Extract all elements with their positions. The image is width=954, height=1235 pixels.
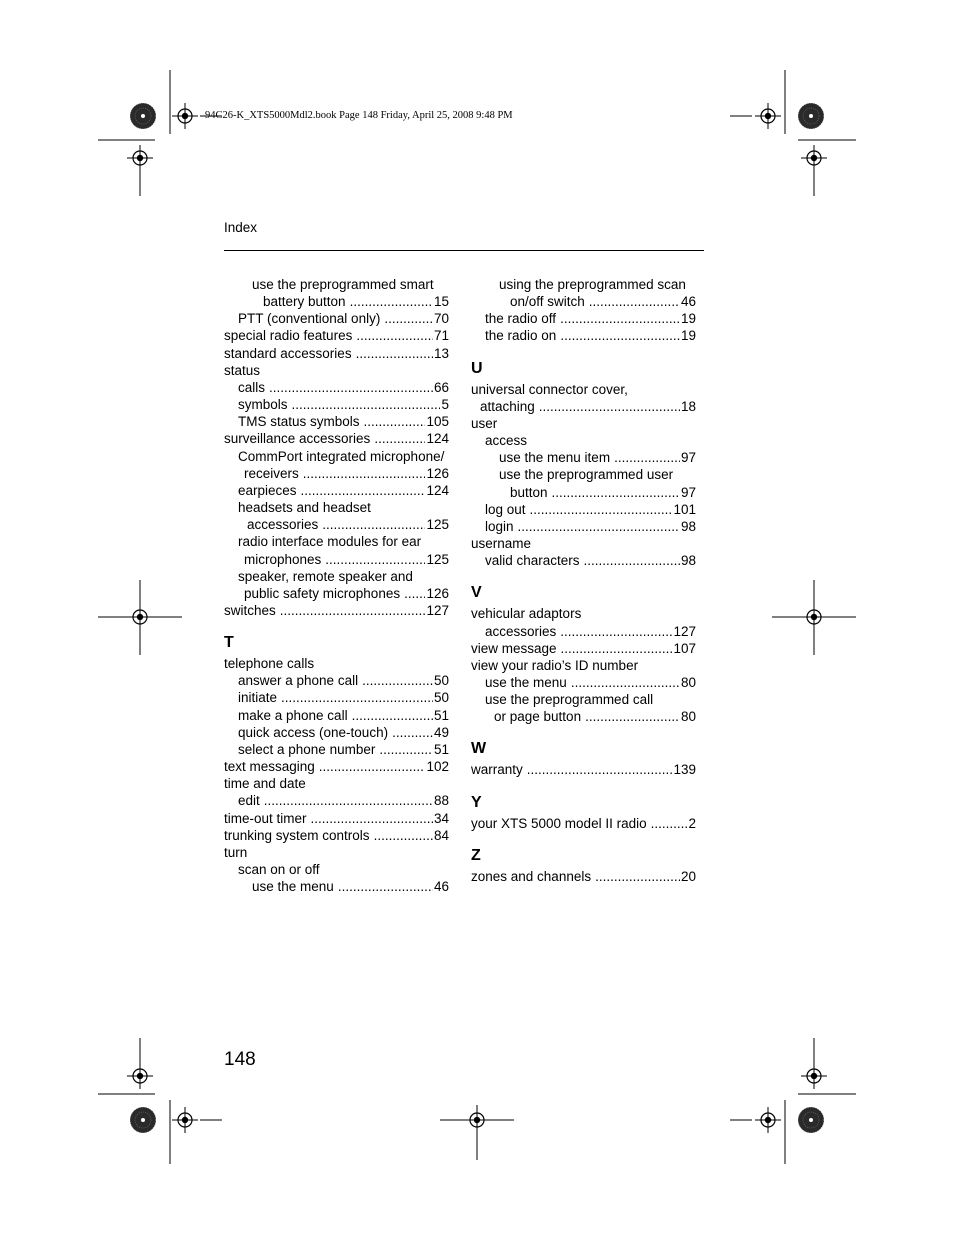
index-entry: or page button ..... 80 (471, 708, 696, 725)
index-entry: receivers ..... 126 (224, 465, 449, 482)
index-entry: status (224, 362, 261, 378)
index-entry: button ..... 97 (471, 484, 696, 501)
index-entry: answer a phone call ..... 50 (224, 672, 449, 689)
section-letter-w: W (471, 740, 487, 758)
index-entry: user (471, 415, 498, 431)
index-entry: the radio off ..... 19 (471, 310, 696, 327)
index-entry: view message ..... 107 (471, 640, 696, 657)
index-entry: turn (224, 844, 248, 860)
index-entry: radio interface modules for ear (238, 534, 422, 550)
header-rule (224, 250, 704, 251)
section-letter-u: U (471, 359, 483, 377)
index-entry: login ..... 98 (471, 518, 696, 535)
index-entry: use the preprogrammed call (485, 692, 654, 708)
starburst-mark-bottom-right (798, 1107, 824, 1133)
index-entry: trunking system controls ..... 84 (224, 827, 449, 844)
index-entry: calls ..... 66 (224, 379, 449, 396)
index-entry: quick access (one-touch) ..... 49 (224, 724, 449, 741)
registration-mark-left-lower (127, 1063, 153, 1089)
registration-mark-top-left (172, 103, 198, 129)
index-entry: initiate ..... 50 (224, 689, 449, 706)
index-entry: special radio features ..... 71 (224, 327, 449, 344)
index-entry: time-out timer ..... 34 (224, 810, 449, 827)
index-entry: time and date (224, 776, 306, 792)
index-entry: PTT (conventional only) ..... 70 (224, 310, 449, 327)
index-entry: headsets and headset (238, 500, 371, 516)
registration-mark-right-upper (801, 145, 827, 171)
registration-mark-bottom-right (755, 1107, 781, 1133)
index-entry: use the preprogrammed smart (252, 277, 434, 292)
index-entry: using the preprogrammed scan (499, 277, 686, 292)
index-entry: accessories ..... 127 (471, 623, 696, 640)
index-entry: scan on or off (238, 862, 320, 877)
index-column-left (224, 276, 449, 895)
index-entry: make a phone call ..... 51 (224, 707, 449, 724)
index-entry: speaker, remote speaker and (238, 568, 413, 584)
index-entry: the radio on ..... 19 (471, 327, 696, 344)
index-entry: vehicular adaptors (471, 606, 582, 622)
section-letter-z: Z (471, 846, 481, 864)
registration-mark-left-upper (127, 145, 153, 171)
section-letter-v: V (471, 584, 482, 602)
section-letter-y: Y (471, 793, 482, 811)
index-entry: view your radio’s ID number (471, 657, 639, 673)
starburst-mark-top-left (130, 103, 156, 129)
starburst-mark-bottom-left (130, 1107, 156, 1133)
index-entry: use the menu ..... 80 (471, 674, 696, 691)
index-entry: battery button ..... 15 (224, 293, 449, 310)
starburst-mark-top-right (798, 103, 824, 129)
index-entry: use the preprogrammed user (499, 467, 674, 483)
index-entry: CommPort integrated microphone/ (238, 448, 445, 464)
index-column-right (471, 276, 696, 885)
index-entry: standard accessories ..... 13 (224, 345, 449, 362)
index-entry: access (485, 433, 528, 449)
index-entry: symbols ..... 5 (224, 396, 449, 413)
index-entry: text messaging ..... 102 (224, 758, 449, 775)
running-head: Index (224, 220, 258, 235)
section-letter-t: T (224, 634, 234, 652)
index-entry: zones and channels ..... 20 (471, 868, 696, 885)
index-entry: username (471, 536, 532, 552)
registration-mark-right-lower (801, 1063, 827, 1089)
page-number: 148 (224, 1049, 256, 1070)
index-entry: telephone calls (224, 656, 315, 672)
index-entry: select a phone number ..... 51 (224, 741, 449, 758)
index-entry: valid characters ..... 98 (471, 552, 696, 569)
registration-mark-bottom-left (172, 1107, 198, 1133)
index-entry: log out ..... 101 (471, 501, 696, 518)
index-entry: use the menu item ..... 97 (471, 449, 696, 466)
registration-mark-top-right (755, 103, 781, 129)
file-slug: 94C26-K_XTS5000Mdl2.book Page 148 Friday, April 25, 2008 9:48 PM (205, 110, 513, 121)
index-entry: public safety microphones ..... 126 (224, 585, 449, 602)
index-entry: attaching ..... 18 (471, 398, 696, 415)
index-entry: surveillance accessories ..... 124 (224, 430, 449, 447)
index-entry: earpieces ..... 124 (224, 482, 449, 499)
index-entry: universal connector cover, (471, 381, 628, 397)
index-entry: edit ..... 88 (224, 792, 449, 809)
index-entry: switches ..... 127 (224, 602, 449, 619)
index-entry: warranty ..... 139 (471, 761, 696, 778)
index-entry: your XTS 5000 model II radio ..... 2 (471, 815, 696, 832)
index-entry: microphones ..... 125 (224, 551, 449, 568)
index-entry: on/off switch ..... 46 (471, 293, 696, 310)
index-entry: TMS status symbols ..... 105 (224, 413, 449, 430)
index-entry: use the menu ..... 46 (224, 878, 449, 895)
index-entry: accessories ..... 125 (224, 516, 449, 533)
